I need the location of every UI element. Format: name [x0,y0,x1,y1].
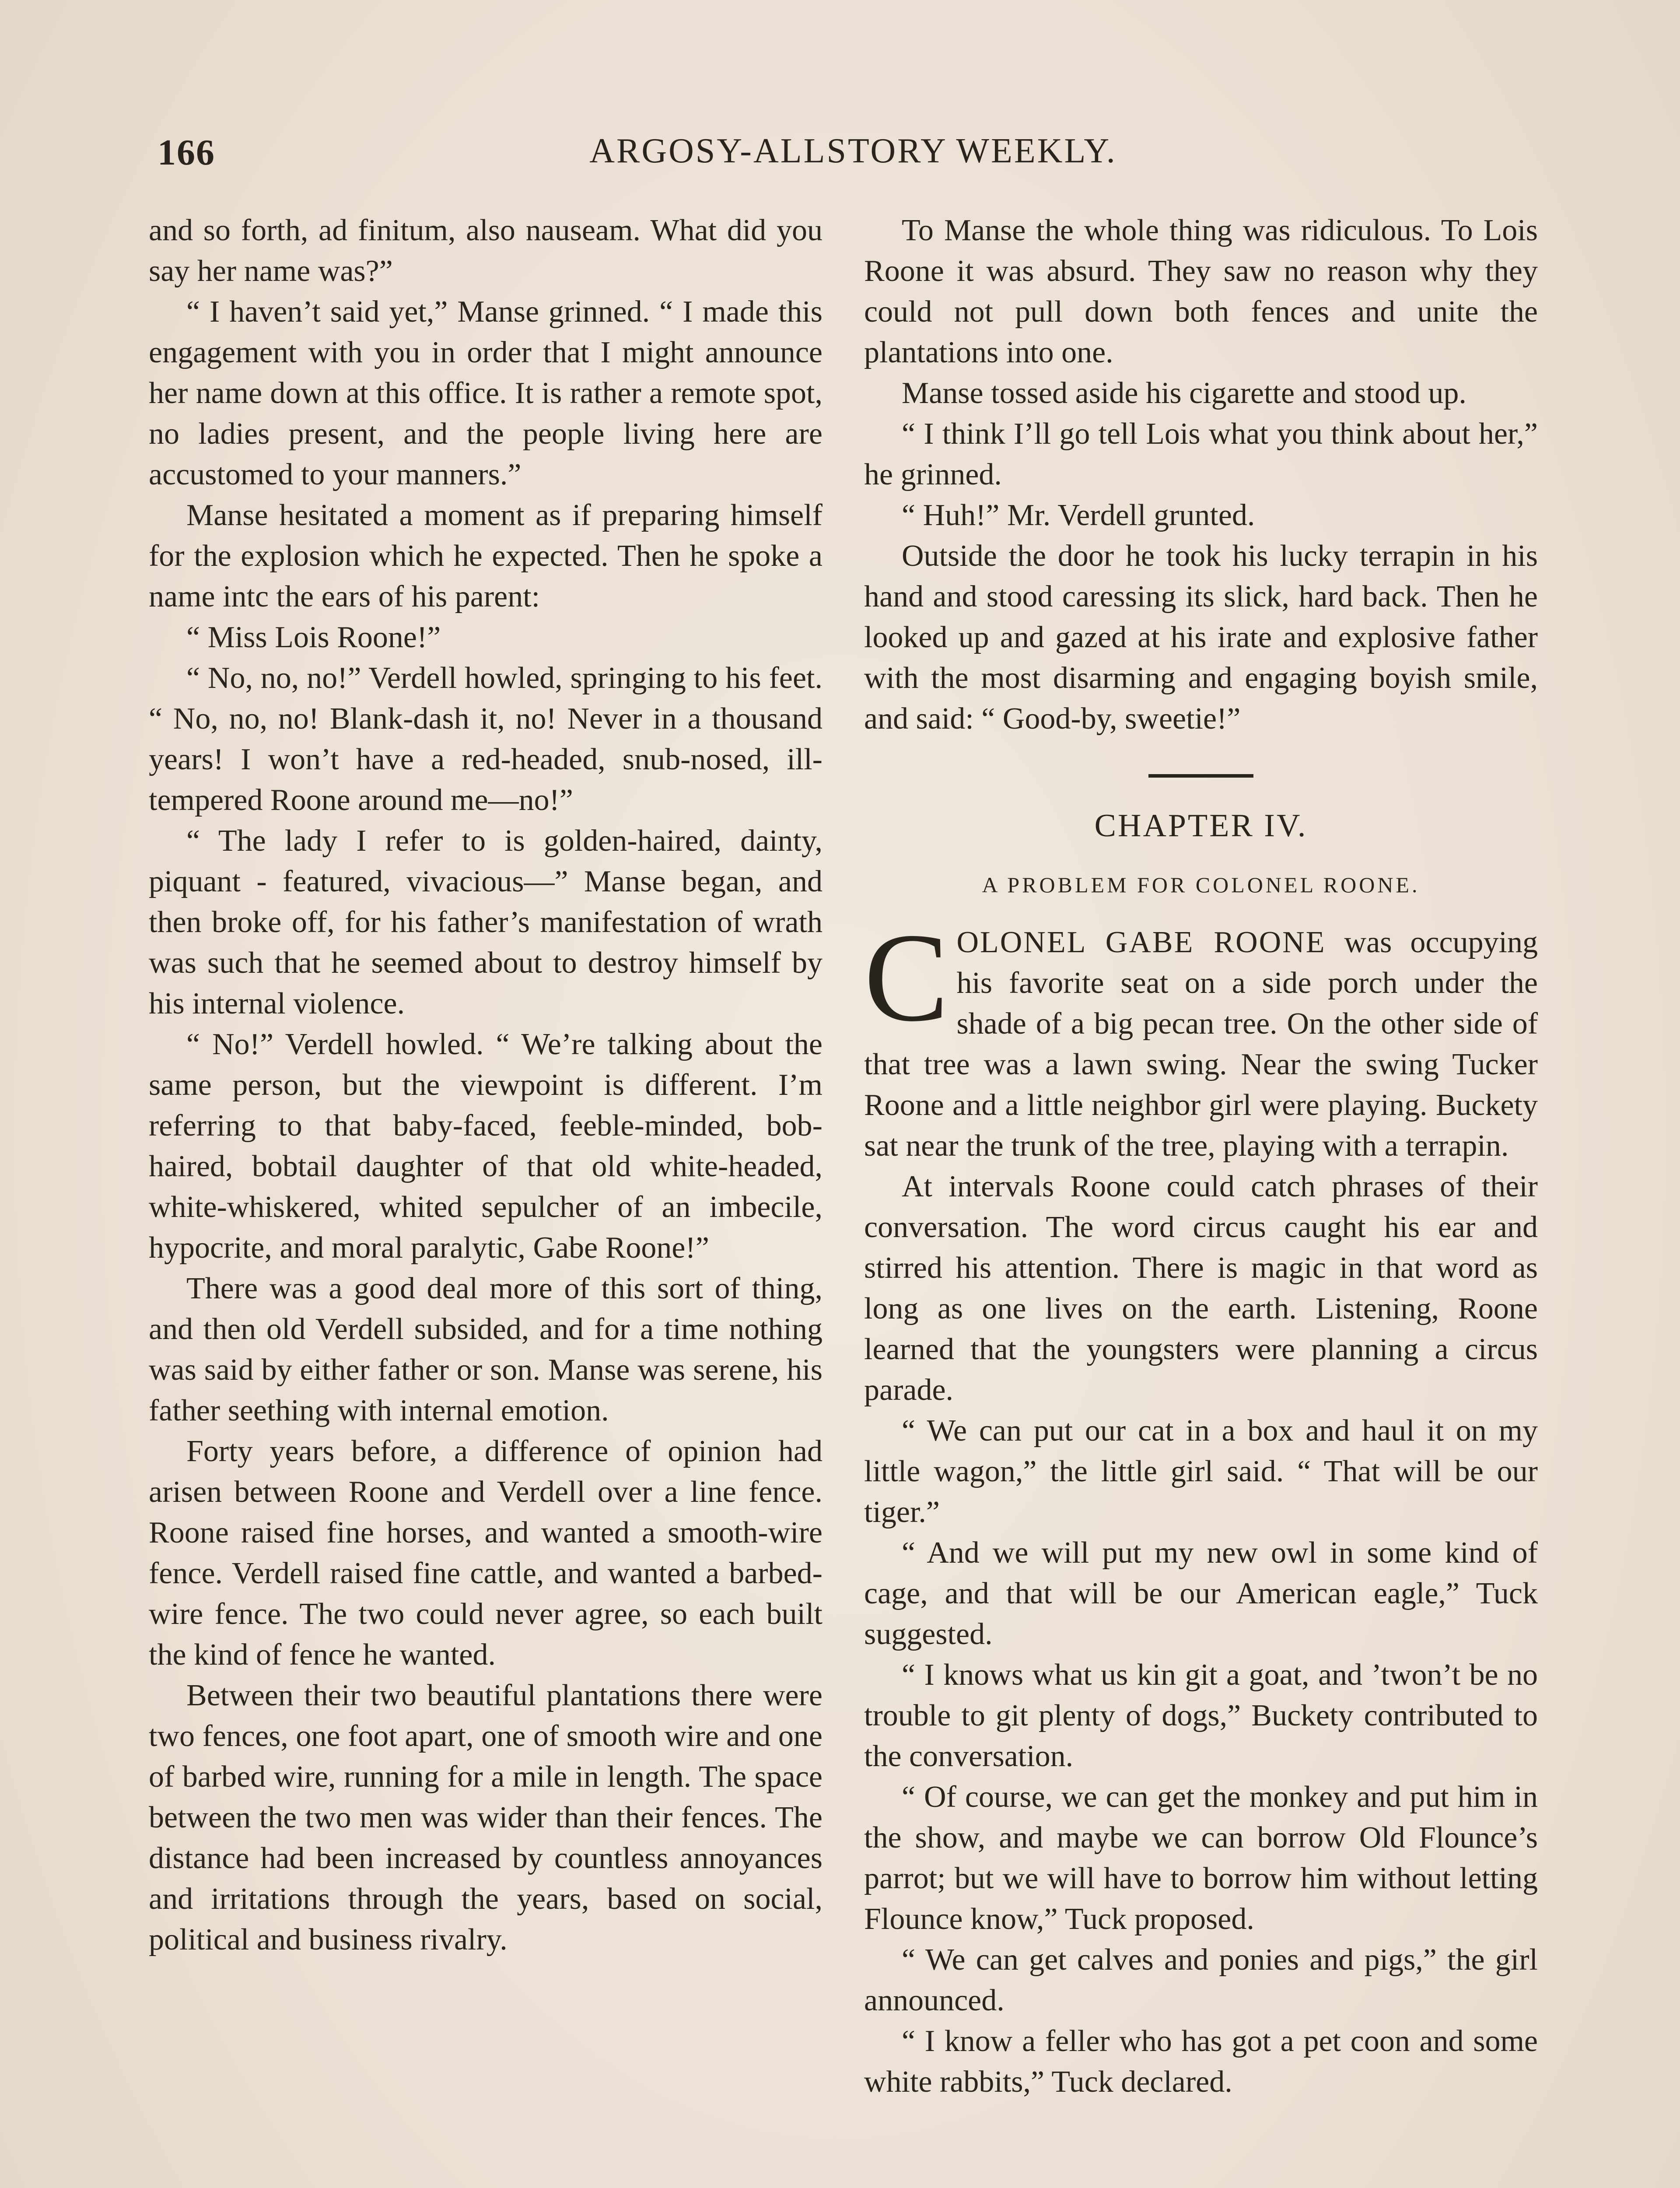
paragraph: and so forth, ad finitum, also nauseam. What did you say her name was?” [149,214,822,288]
paragraph: “ No, no, no!” Verdell howled, springing to his feet. “ No, no, no! Blank-dash it, no! Never in a thousand years! I won’t have a red-headed, snub-nosed, ill-tempered Roone around me—no!” [149,661,822,817]
page-number: 166 [158,132,215,173]
chapter-opening-paragraph [864,907,1538,1166]
paragraph: “ I know a feller who has got a pet coon and some white rabbits,” Tuck declared. [864,2024,1538,2099]
paragraph: “ Of course, we can get the monkey and put him in the show, and maybe we can borrow Old Flounce’s parrot; but we will have to borrow him without letting Flounce know,” Tuck proposed. [864,1780,1538,1936]
running-head: ARGOSY-ALLSTORY WEEKLY. [589,132,1117,170]
paragraph: “ And we will put my new owl in some kind of cage, and that will be our American eagle,” Tuck suggested. [864,1536,1538,1651]
chapter-title: CHAPTER IV. [1094,808,1308,844]
paragraph: At intervals Roone could catch phrases of their conversation. The word circus caught his ear and stirred his attention. There is magic in that word as long as one lives on the earth. Listening, Roone learned that the youngsters were planning a circus parade. [864,1170,1538,1407]
paragraph: “ I knows what us kin git a goat, and ’twon’t be no trouble to git plenty of dogs,” Buckety contributed to the conversation. [864,1658,1538,1773]
lead-text: was occupying his favorite seat on a side porch under the shade of a big pecan tree. On the other side of that tree was a lawn swing. Near the swing Tucker Roone and a little neighbor girl were playing. Buckety sat near the trunk of the tree, playing with a terrapin. [864,926,1538,1163]
paragraph: “ Miss Lois Roone!” [186,621,441,654]
paragraph: Between their two beautiful plantations there were two fences, one foot apart, one of smooth wire and one of barbed wire, running for a mile in length. The space between the two men was wider than their fences. The distance had been increased by countless annoyances and irritations through the years, based on social, political and business rivalry. [149,1679,822,1957]
lead-caps: OLONEL GABE ROONE [956,926,1326,959]
paragraph: Forty years before, a difference of opinion had arisen between Roone and Verdell over a line fence. Roone raised fine horses, and wanted a smooth-wire fence. Verdell raised fine cattle, and wanted a barbed-wire fence. The two could never agree, so each built the kind of fence he wanted. [149,1434,822,1672]
paragraph: “ The lady I refer to is golden-haired, dainty, piquant - featured, vivacious—” Manse began, and then broke off, for his father’s manifestation of wrath was such that he seemed about to destroy himself by his internal violence. [149,824,822,1020]
paragraph: There was a good deal more of this sort of thing, and then old Verdell subsided, and for a time nothing was said by either father or son. Manse was serene, his father seething with internal emotion. [149,1272,822,1427]
section-divider [1148,774,1253,778]
paragraph: “ Huh!” Mr. Verdell grunted. [902,498,1255,532]
paragraph: Manse tossed aside his cigarette and stood up. [902,376,1466,410]
paragraph: “ I haven’t said yet,” Manse grinned. “ I made this engagement with you in order that I might announce her name down at this office. It is rather a remote spot, no ladies present, and the people living here are accustomed to your manners.” [149,295,822,491]
paragraph: To Manse the whole thing was ridiculous. To Lois Roone it was absurd. They saw no reason why they could not pull down both fences and unite the plantations into one. [864,214,1538,369]
paragraph: “ We can put our cat in a box and haul it on my little wagon,” the little girl said. “ That will be our tiger.” [864,1414,1538,1529]
right-column [864,210,1538,2102]
chapter-subtitle: A PROBLEM FOR COLONEL ROONE. [982,873,1420,897]
paragraph: “ We can get calves and ponies and pigs,” the girl announced. [864,1943,1538,2017]
drop-cap: C [864,907,949,1048]
paragraph: “ No!” Verdell howled. “ We’re talking about the same person, but the viewpoint is different. I’m referring to that baby-faced, feeble-minded, bob-haired, bobtail daughter of that old white-headed, white-whiskered, whited sepulcher of an imbecile, hypocrite, and moral paralytic, Gabe Roone!” [149,1027,822,1265]
paragraph: Manse hesitated a moment as if preparing himself for the explosion which he expected. Then he spoke a name intc the ears of his parent: [149,498,822,614]
page-header [158,131,1549,184]
paragraph: Outside the door he took his lucky terrapin in his hand and stood caressing its slick, hard back. Then he looked up and gazed at his irate and explosive father with the most disarming and engaging boyish smile, and said: “ Good-by, sweetie!” [864,539,1538,736]
left-column [149,210,822,1960]
paragraph: “ I think I’ll go tell Lois what you think about her,” he grinned. [864,417,1538,491]
